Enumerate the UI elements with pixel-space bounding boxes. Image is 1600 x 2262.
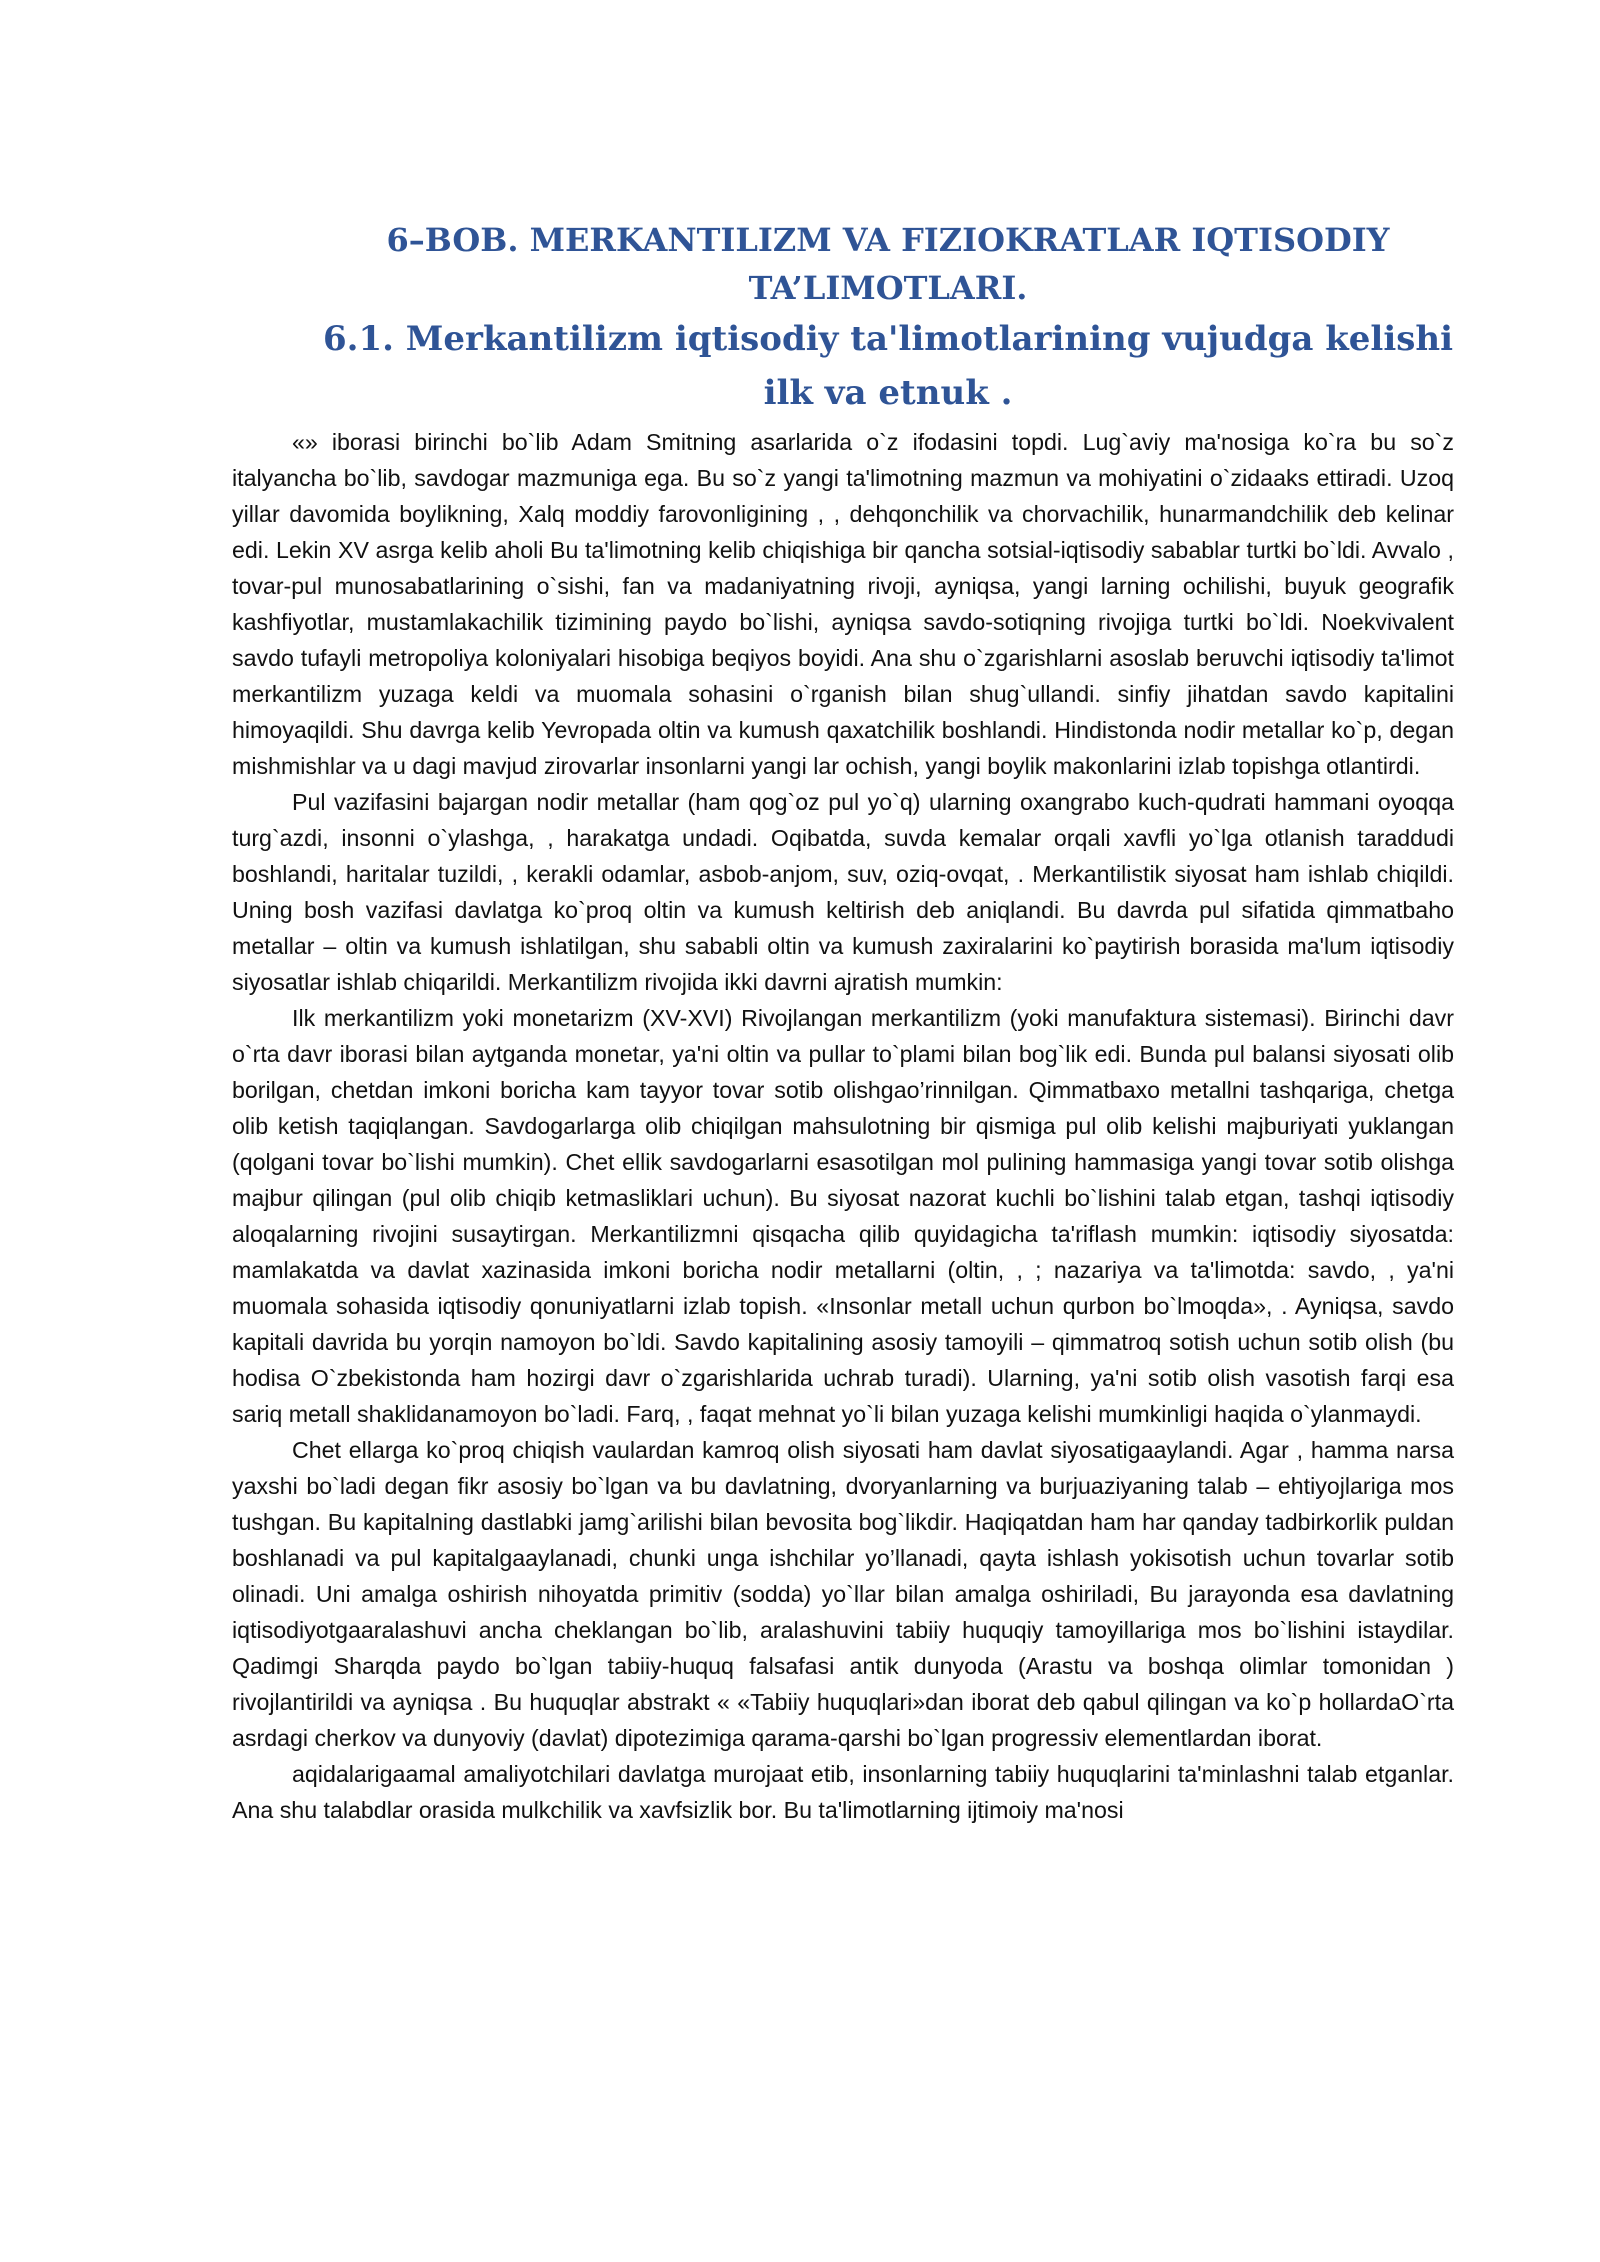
paragraph-3: Ilk merkantilizm yoki monetarizm (XV-XVI) Rivojlangan merkantilizm (yoki manufaktura sistemasi). Birinchi davr o`rta davr iborasi bilan aytganda monetar, ya'ni oltin va pullar to`plami bilan bog`lik edi. Bunda pul balansi siyosati olib borilgan, chetdan imkoni boricha kam tayyor tovar sotib olishgao’rinnilgan. Qimmatbaxo metallni tashqariga, chetga olib ketish taqiqlangan. Savdogarlarga olib chiqilgan mahsulotning bir qismiga pul olib kelishi majburiyati yuklangan (qolgani tovar bo`lishi mumkin). Chet ellik savdogarlarni esasotilgan mol pulining hammasiga yangi tovar sotib olishga majbur qilingan (pul olib chiqib ketmasliklari uchun). Bu siyosat nazorat kuchli bo`lishini talab etgan, tashqi iqtisodiy aloqalarning rivojini susaytirgan. Merkantilizmni qisqacha qilib quyidagicha ta'riflash mumkin: iqtisodiy siyosatda: mamlakatda va davlat xazinasida imkoni boricha nodir metallarni (oltin, , ; nazariya va ta'limotda: savdo, , ya'ni muomala sohasida iqtisodiy qonuniyatlarni izlab topish. «Insonlar metall uchun qurbon bo`lmoqda», . Ayniqsa, savdo kapitali davrida bu yorqin namoyon bo`ldi. Savdo kapitalining asosiy tamoyili – qimmatroq sotish uchun sotib olish (bu hodisa O`zbekistonda ham hozirgi davr o`zgarishlarida uchrab turadi). Ularning, ya'ni sotib olish vasotish farqi esa sariq metall shaklidanamoyon bo`ladi. Farq, , faqat mehnat yo`li bilan yuzaga kelishi mumkinligi haqida o`ylanmaydi.	[232, 1005, 1454, 1427]
paragraph-1: «» iborasi birinchi bo`lib Adam Smitning asarlarida o`z ifodasini topdi. Lug`aviy ma'nosiga ko`ra bu so`z italyancha bo`lib, savdogar mazmuniga ega. Bu so`z yangi ta'limotning mazmun va mohiyatini o`zidaaks ettiradi. Uzoq yillar davomida boylikning, Xalq moddiy farovonligining , , dehqonchilik va chorvachilik, hunarmandchilik deb kelinar edi. Lekin XV asrga kelib aholi Bu ta'limotning kelib chiqishiga bir qancha sotsial-iqtisodiy sabablar turtki bo`ldi. Avvalo , tovar-pul munosabatlarining o`sishi, fan va madaniyatning rivoji, ayniqsa, yangi larning ochilishi, buyuk geografik kashfiyotlar, mustamlakachilik tizimining paydo bo`lishi, ayniqsa savdo-sotiqning rivojiga turtki bo`ldi. Noekvivalent savdo tufayli metropoliya koloniyalari hisobiga beqiyos boyidi. Ana shu o`zgarishlarni asoslab beruvchi iqtisodiy ta'limot merkantilizm yuzaga keldi va muomala sohasini o`rganish bilan shug`ullandi. sinfiy jihatdan savdo kapitalini himoyaqildi. Shu davrga kelib Yevropada oltin va kumush qaxatchilik boshlandi. Hindistonda nodir metallar ko`p, degan mishmishlar va u dagi mavjud zirovarlar insonlarni yangi lar ochish, yangi boylik makonlarini izlab topishga otlantirdi.	[232, 429, 1454, 779]
section-title: 6.1. Merkantilizm iqtisodiy ta'limotlarining vujudga kelishi ilk va etnuk .	[322, 319, 1454, 413]
chapter-title: 6–BOB. MERKANTILIZM VA FIZIOKRATLAR IQTISODIY TA’LIMOTLARI.	[386, 221, 1390, 307]
paragraph-4: Chet ellarga ko`proq chiqish vaulardan kamroq olish siyosati ham davlat siyosatigaaylandi. Agar , hamma narsa yaxshi bo`ladi degan fikr asosiy bo`lgan va bu davlatning, dvoryanlarning va burjuaziyaning talab – ehtiyojlariga mos tushgan. Bu kapitalning dastlabki jamg`arilishi bilan bevosita bog`likdir. Haqiqatdan ham har qanday tadbirkorlik puldan boshlanadi va pul kapitalgaaylanadi, chunki unga ishchilar yo’llanadi, qayta ishlash yokisotish uchun tovarlar sotib olinadi. Uni amalga oshirish nihoyatda primitiv (sodda) yo`llar bilan amalga oshiriladi, Bu jarayonda esa davlatning iqtisodiyotgaaralashuvi ancha cheklangan bo`lib, aralashuvini tabiiy huquqiy tamoyillariga mos bo`lishini istaydilar. Qadimgi Sharqda paydo bo`lgan tabiiy-huquq falsafasi antik dunyoda (Arastu va boshqa olimlar tomonidan ) rivojlantirildi va ayniqsa . Bu huquqlar abstrakt « «Tabiiy huquqlari»dan iborat deb qabul qilingan va ko`p hollardaO`rta asrdagi cherkov va dunyoviy (davlat) dipotezimiga qarama-qarshi bo`lgan progressiv elementlardan iborat.	[232, 1437, 1454, 1751]
document-page	[232, 216, 1454, 1828]
paragraph-2: Pul vazifasini bajargan nodir metallar (ham qog`oz pul yo`q) ularning oxangrabo kuch-qudrati hammani oyoqqa turg`azdi, insonni o`ylashga, , harakatga undadi. Oqibatda, suvda kemalar orqali xavfli yo`lga otlanish taraddudi boshlandi, haritalar tuzildi, , kerakli odamlar, asbob-anjom, suv, oziq-ovqat, . Merkantilistik siyosat ham ishlab chiqildi. Uning bosh vazifasi davlatga ko`proq oltin va kumush keltirish deb aniqlandi. Bu davrda pul sifatida qimmatbaho metallar – oltin va kumush ishlatilgan, shu sababli oltin va kumush zaxiralarini ko`paytirish borasida ma'lum iqtisodiy siyosatlar ishlab chiqarildi. Merkantilizm rivojida ikki davrni ajratish mumkin:	[232, 789, 1454, 995]
paragraph-5: aqidalarigaamal amaliyotchilari davlatga murojaat etib, insonlarning tabiiy huquqlarini ta'minlashni talab etganlar. Ana shu talabdlar orasida mulkchilik va xavfsizlik bor. Bu ta'limotlarning ijtimoiy ma'nosi	[232, 1761, 1454, 1823]
